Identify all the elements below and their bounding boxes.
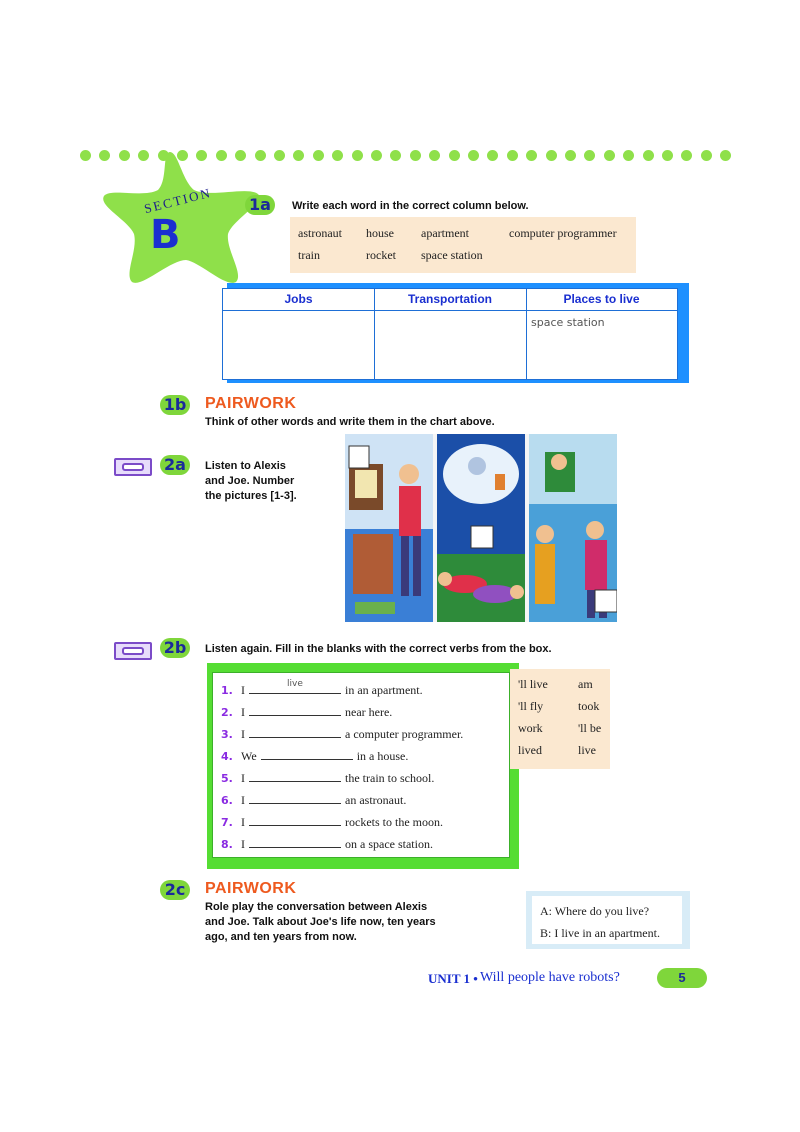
divider-dot: [546, 150, 557, 161]
divider-dot: [352, 150, 363, 161]
sentence-rest: near here.: [345, 705, 393, 719]
sentence-row: [221, 681, 423, 701]
verb-item: took: [578, 699, 600, 713]
sentence-rest: a computer programmer.: [345, 727, 464, 741]
word-item: house: [366, 226, 394, 240]
exercise-2a-badge: 2a: [160, 455, 190, 475]
answer-blank[interactable]: [249, 769, 341, 782]
divider-dot: [487, 150, 498, 161]
sentence-number: 6.: [221, 794, 233, 807]
sentence-row: [221, 725, 463, 745]
divider-dot: [80, 150, 91, 161]
exercise-2b-instruction: Listen again. Fill in the blanks with the correct verbs from the box.: [205, 643, 552, 655]
divider-dot: [604, 150, 615, 161]
exercise-2a-line: the pictures [1-3].: [205, 490, 297, 502]
divider-dot: [332, 150, 343, 161]
divider-dot: [565, 150, 576, 161]
footer-unit: UNIT 1 •: [428, 971, 478, 986]
answer-text: live: [287, 679, 303, 689]
sentence-subject: I: [241, 771, 245, 785]
chart-header-transportation: Transportation: [407, 292, 492, 306]
word-chart: [222, 288, 678, 380]
dialogue-line: A: Where do you live?: [540, 904, 650, 918]
divider-dot: [507, 150, 518, 161]
dialogue-line: B: I live in an apartment.: [540, 926, 660, 940]
sentence-rest: rockets to the moon.: [345, 815, 443, 829]
divider-dot: [623, 150, 634, 161]
verb-item: 'll live: [518, 677, 548, 691]
divider-dot: [371, 150, 382, 161]
word-item: train: [298, 248, 320, 262]
exercise-2b-badge: 2b: [160, 638, 190, 658]
divider-dot: [449, 150, 460, 161]
answer-blank[interactable]: [249, 703, 341, 716]
exercise-2c-badge: 2c: [160, 880, 190, 900]
word-item: space station: [421, 248, 483, 262]
sentence-rest: on a space station.: [345, 837, 433, 851]
story-pictures: [345, 434, 617, 622]
sentence-number: 3.: [221, 728, 233, 741]
sentence-subject: I: [241, 837, 245, 851]
sentence-rest: the train to school.: [345, 771, 435, 785]
word-box: [290, 217, 636, 273]
footer-title: Will people have robots?: [480, 970, 620, 985]
exercise-2c-title: PAIRWORK: [205, 880, 297, 897]
sentence-row: [221, 747, 408, 767]
verb-item: 'll be: [578, 721, 602, 735]
answer-blank[interactable]: [249, 725, 341, 738]
divider-dot: [662, 150, 673, 161]
sentence-rest: an astronaut.: [345, 793, 407, 807]
exercise-1b-instruction: Think of other words and write them in the chart above.: [205, 416, 495, 428]
sentence-number: 2.: [221, 706, 233, 719]
sentence-number: 4.: [221, 750, 233, 763]
answer-blank[interactable]: [249, 835, 341, 848]
divider-dot: [313, 150, 324, 161]
section-label: SECTION: [142, 184, 214, 217]
word-item: computer programmer: [509, 226, 617, 240]
exercise-1a-badge: 1a: [245, 195, 275, 215]
answer-blank[interactable]: [249, 681, 341, 694]
sentence-number: 8.: [221, 838, 233, 851]
word-item: apartment: [421, 226, 469, 240]
exercise-2a-line: and Joe. Number: [205, 475, 295, 487]
sentence-subject: I: [241, 793, 245, 807]
verb-item: 'll fly: [518, 699, 544, 713]
section-letter: B: [150, 212, 181, 258]
divider-dot: [390, 150, 401, 161]
sentence-row: [221, 703, 392, 723]
divider-dot: [526, 150, 537, 161]
cassette-tape-icon: [114, 642, 152, 660]
sentence-subject: I: [241, 705, 245, 719]
sentence-rest: in a house.: [356, 749, 409, 763]
exercise-1a-instruction: Write each word in the correct column below.: [292, 200, 529, 212]
exercise-2a-line: Listen to Alexis: [205, 460, 286, 472]
chart-header-jobs: Jobs: [284, 292, 313, 306]
chart-header-places: Places to live: [563, 292, 640, 306]
verb-item: lived: [518, 743, 542, 757]
exercise-2c-line: ago, and ten years from now.: [205, 931, 357, 943]
sentence-number: 1.: [221, 684, 233, 697]
divider-dot: [643, 150, 654, 161]
exercise-1b-title: PAIRWORK: [205, 395, 297, 412]
divider-dot: [468, 150, 479, 161]
answer-blank[interactable]: [261, 747, 353, 760]
chart-divider: [374, 289, 375, 379]
answer-blank[interactable]: [249, 791, 341, 804]
divider-dot: [720, 150, 731, 161]
chart-example-answer: space station: [531, 316, 605, 329]
verb-box: [510, 669, 610, 769]
divider-dot: [293, 150, 304, 161]
page-number: 5: [657, 968, 707, 988]
sentence-rest: in an apartment.: [345, 683, 423, 697]
divider-dot: [429, 150, 440, 161]
sentence-subject: We: [241, 749, 257, 763]
verb-item: work: [518, 721, 543, 735]
word-item: astronaut: [298, 226, 342, 240]
exercise-1b-badge: 1b: [160, 395, 190, 415]
verb-item: live: [578, 743, 596, 757]
divider-dot: [410, 150, 421, 161]
divider-dot: [681, 150, 692, 161]
fill-in-sentences: [212, 672, 510, 858]
sentence-subject: I: [241, 727, 245, 741]
sentence-row: [221, 813, 443, 833]
sentence-subject: I: [241, 815, 245, 829]
sentence-row: [221, 769, 434, 789]
exercise-2c-line: and Joe. Talk about Joe's life now, ten years: [205, 916, 436, 928]
sentence-subject: I: [241, 683, 245, 697]
chart-divider: [223, 310, 677, 311]
cassette-tape-icon: [114, 458, 152, 476]
divider-dot: [584, 150, 595, 161]
word-item: rocket: [366, 248, 396, 262]
sentence-number: 5.: [221, 772, 233, 785]
exercise-2c-line: Role play the conversation between Alexis: [205, 901, 428, 913]
divider-dot: [701, 150, 712, 161]
sentence-row: [221, 791, 406, 811]
sentence-number: 7.: [221, 816, 233, 829]
verb-item: am: [578, 677, 593, 691]
answer-blank[interactable]: [249, 813, 341, 826]
chart-divider: [526, 289, 527, 379]
sentence-row: [221, 835, 433, 855]
